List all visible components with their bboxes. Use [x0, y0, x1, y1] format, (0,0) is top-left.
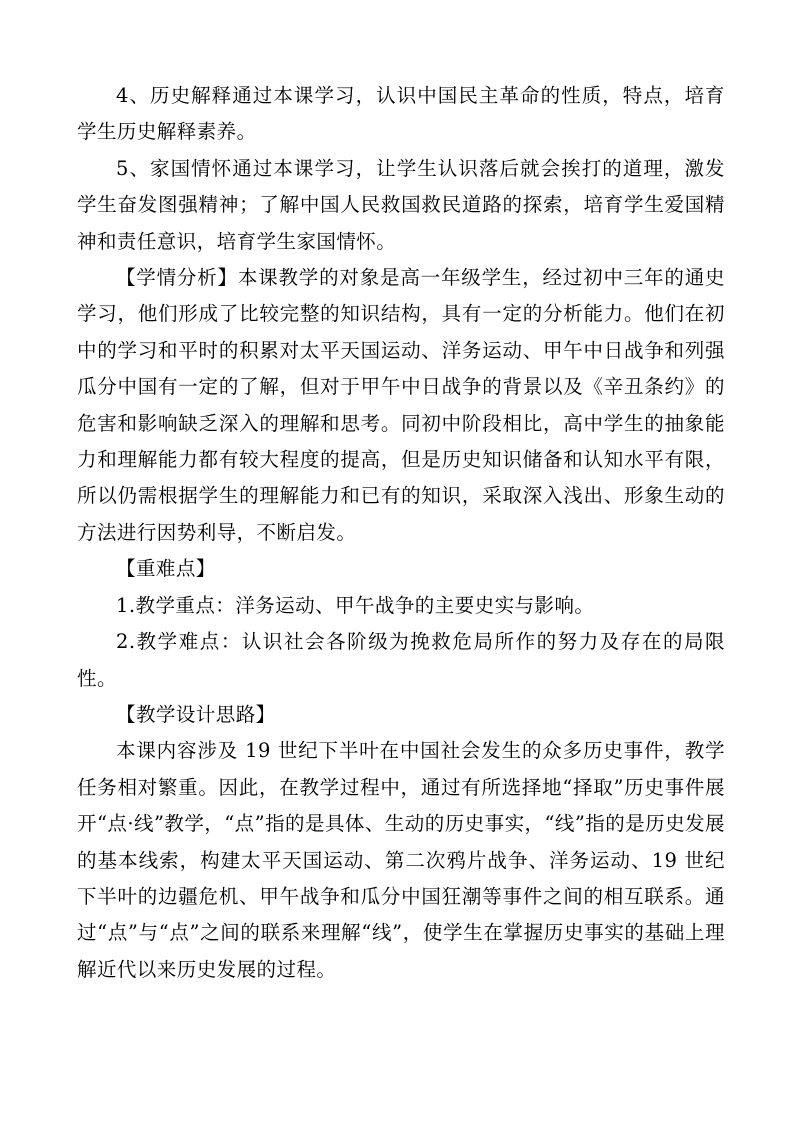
teaching-difficult-point: 2.教学难点：认识社会各阶级为挽救危局所作的努力及存在的局限性。 [77, 630, 725, 690]
key-difficult-points-heading: 【重难点】 [116, 557, 216, 581]
design-ideas-body: 本课内容涉及 19 世纪下半叶在中国社会发生的众多历史事件，教学任务相对繁重。因此，在教学过程中，通过有所选择地“择取”历史事件展开“点·线”教学，“点”指的是具体、生动的历史事实，“线”指的是历史发展的基本线索，构建太平天国运动、第二次鸦片战争、洋务运动、19 世纪下半叶的边疆危机、甲午战争和瓜分中国狂潮等事件之间的相互联系。通过“点”与“点”之间的联系来理解“线”，使学生在掌握历史事实的基础上理解近代以来历史发展的过程。 [77, 739, 725, 981]
objective-historical-interpretation: 4、历史解释通过本课学习，认识中国民主革命的性质，特点，培育学生历史解释素养。 [77, 84, 725, 144]
design-ideas-heading: 【教学设计思路】 [116, 702, 276, 726]
learner-analysis: 【学情分析】本课教学的对象是高一年级学生，经过初中三年的通史学习，他们形成了比较完整的知识结构，具有一定的分析能力。他们在初中的学习和平时的积累对太平天国运动、洋务运动、甲午中日战争和列强瓜分中国有一定的了解，但对于甲午中日战争的背景以及《辛丑条约》的危害和影响缺乏深入的理解和思考。同初中阶段相比，高中学生的抽象能力和理解能力都有较大程度的提高，但是历史知识储备和认知水平有限，所以仍需根据学生的理解能力和已有的知识，采取深入浅出、形象生动的方法进行因势利导，不断启发。 [77, 266, 725, 544]
document-page [77, 78, 725, 988]
teaching-key-point: 1.教学重点：洋务运动、甲午战争的主要史实与影响。 [116, 593, 595, 617]
objective-patriotism: 5、家国情怀通过本课学习，让学生认识落后就会挨打的道理，激发学生奋发图强精神；了解中国人民救国救民道路的探索，培育学生爱国精神和责任意识，培育学生家国情怀。 [77, 156, 725, 253]
